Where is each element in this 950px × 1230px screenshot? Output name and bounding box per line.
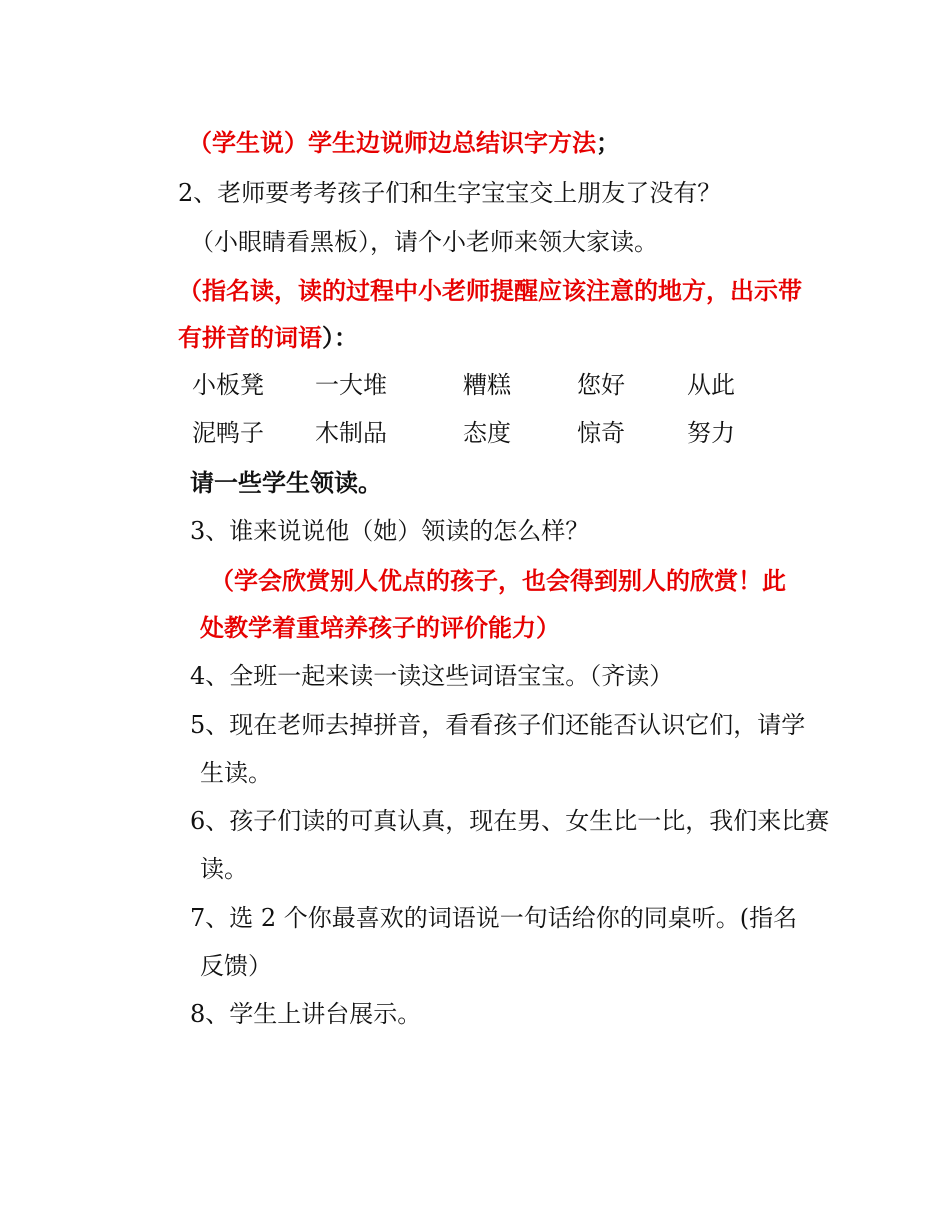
word-item: 木制品 (315, 419, 387, 447)
word-item: 态度 (463, 419, 511, 447)
note-1-red-text: 有拼音的词语 (178, 324, 322, 352)
step-8-line: 8、学生上讲台展示。 (190, 1000, 422, 1028)
method-summary-line (188, 128, 620, 158)
method-summary-punct: ； (596, 129, 620, 157)
step-2-line: 2、老师要考考孩子们和生字宝宝交上朋友了没有？ (178, 179, 722, 207)
step-3-line: 3、谁来说说他（她）领读的怎么样？ (190, 517, 590, 545)
note-1-line-b (178, 323, 358, 353)
method-summary-text: （学生说）学生边说师边总结识字方法 (188, 129, 596, 157)
word-item: 一大堆 (315, 371, 387, 399)
note-1-black-text: ）： (322, 324, 358, 352)
word-item: 您好 (577, 371, 625, 399)
word-item: 努力 (687, 419, 735, 447)
step-6-line-a: 6、孩子们读的可真认真，现在男、女生比一比，我们来比赛 (190, 807, 830, 835)
step-5-line-b: 生读。 (200, 759, 272, 787)
step-5-line-a: 5、现在老师去掉拼音，看看孩子们还能否认识它们，请学 (190, 711, 806, 739)
word-item: 惊奇 (577, 419, 625, 447)
word-item: 小板凳 (192, 371, 264, 399)
note-1-line-a: （指名读，读的过程中小老师提醒应该注意的地方，出示带 (178, 277, 802, 305)
word-item: 泥鸭子 (192, 419, 264, 447)
note-2-line-a: （学会欣赏别人优点的孩子，也会得到别人的欣赏！此 (210, 567, 786, 595)
word-item: 从此 (687, 371, 735, 399)
lead-reading-line: 请一些学生领读。 (190, 469, 382, 497)
step-7-line-b: 反馈） (200, 952, 272, 980)
step-7-line-a: 7、选 2 个你最喜欢的词语说一句话给你的同桌听。(指名 (190, 904, 798, 932)
blackboard-line: （小眼睛看黑板），请个小老师来领大家读。 (190, 228, 658, 256)
step-6-line-b: 读。 (200, 855, 248, 883)
step-4-line: 4、全班一起来读一读这些词语宝宝。（齐读） (190, 662, 674, 690)
word-item: 糟糕 (463, 371, 511, 399)
note-2-line-b: 处教学着重培养孩子的评价能力） (200, 614, 560, 642)
